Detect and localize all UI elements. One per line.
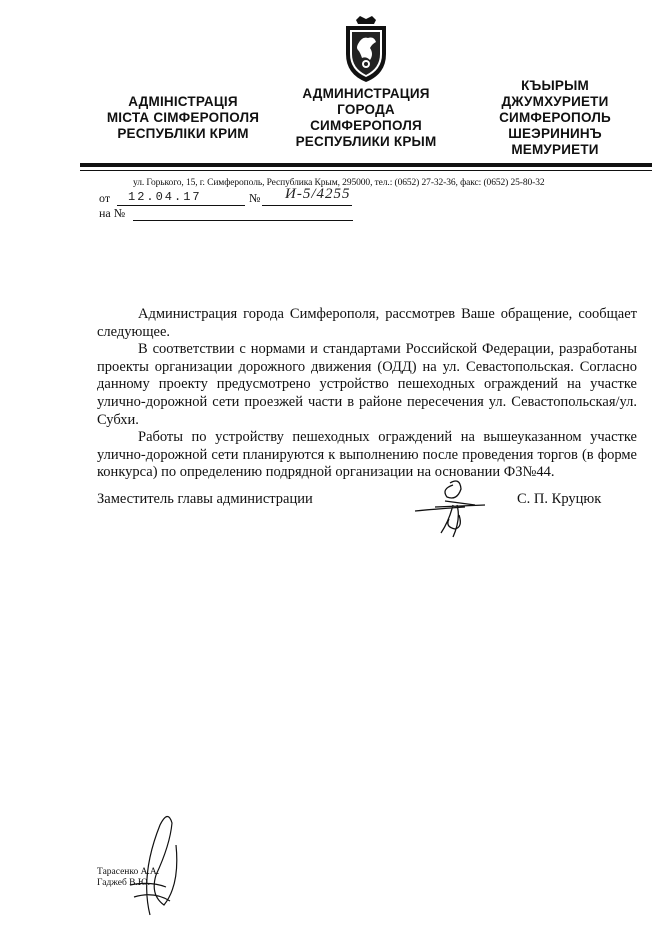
- reference-number-underline: [133, 220, 353, 221]
- body-paragraph: В соответствии с нормами и стандартами Российской Федерации, разработаны проекты организации дорожного движения (ОДД) на ул. Севастопольская. Согласно данному проекту предусмотрено устройство пешеходных ограждений на участке улично-дорожной сети проезжей части в районе пересечения ул. Севастопольская/ул. Субхи.: [97, 341, 637, 428]
- header-center-russian: АДМИНИСТРАЦИЯ ГОРОДА СИМФЕРОПОЛЯ РЕСПУБЛИКИ КРЫМ: [295, 86, 437, 149]
- header-divider-thin: [80, 170, 652, 171]
- number-underline: [262, 205, 352, 206]
- date-underline: [117, 205, 245, 206]
- signatory-name: С. П. Круцюк: [517, 491, 602, 507]
- header-right-crimean-tatar: КЪЫРЫМ ДЖУМХУРИЕТИ СИМФЕРОПОЛЬ ШЕЭРИНИНЪ МЕМУРИЕТИ: [499, 78, 611, 157]
- number-label: №: [249, 191, 261, 205]
- executors-list: [97, 867, 159, 889]
- outgoing-number: И-5/4255: [285, 186, 351, 202]
- date-label: от: [99, 191, 111, 205]
- signatory-title: Заместитель главы администрации: [97, 491, 313, 507]
- executor-handwritten-signature: [110, 805, 190, 925]
- executor-name: Гаджеб В.Ю.: [97, 878, 151, 888]
- letter-body: [97, 306, 637, 482]
- coat-of-arms-emblem: [338, 14, 394, 84]
- body-paragraph: Администрация города Симферополя, рассмотрев Ваше обращение, сообщает следующее.: [97, 306, 637, 340]
- header-divider-thick: [80, 163, 652, 167]
- address-line: ул. Горького, 15, г. Симферополь, Республика Крым, 295000, тел.: (0652) 27-32-36, факс: (0652) 25-80-32: [133, 178, 545, 188]
- handwritten-signature: [405, 475, 500, 545]
- outgoing-date: 12.04.17: [128, 190, 202, 204]
- executor-name: Тарасенко А.А.: [97, 867, 160, 877]
- header-left-ukrainian: АДМІНІСТРАЦІЯ МІСТА СІМФЕРОПОЛЯ РЕСПУБЛІКИ КРИМ: [106, 94, 260, 141]
- body-paragraph: Работы по устройству пешеходных ограждений на вышеуказанном участке улично-дорожной сети планируются к выполнению после проведения торгов (в форме конкурса) по определению подрядной организации на основании ФЗ№44.: [97, 429, 637, 481]
- reference-number-label: на №: [99, 206, 126, 220]
